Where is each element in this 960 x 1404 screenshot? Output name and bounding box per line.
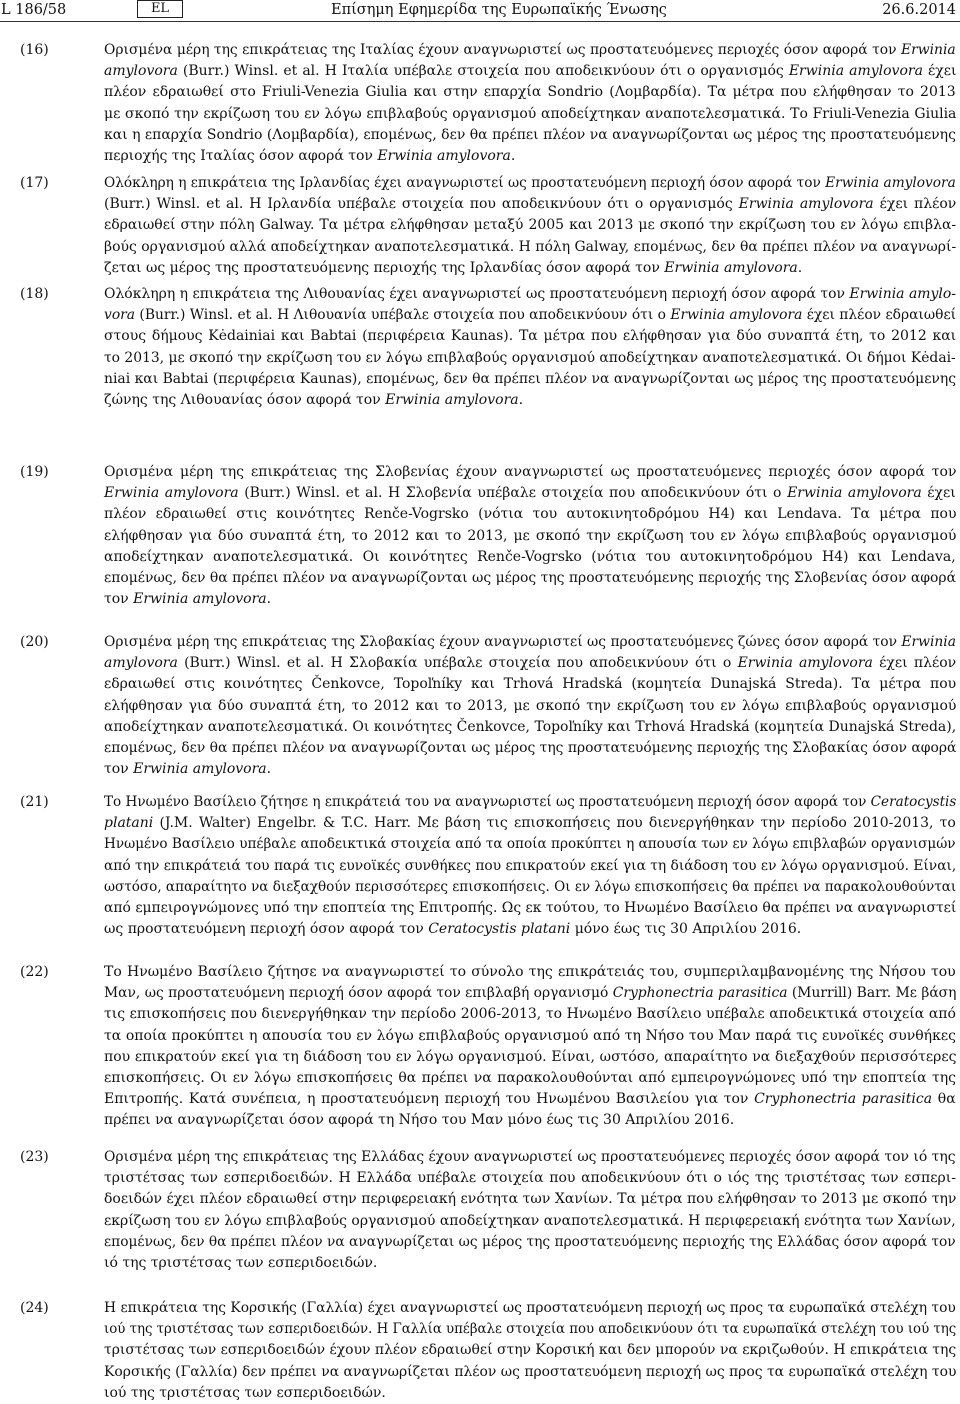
text-line xyxy=(104,568,956,589)
italic-text: amylovora xyxy=(104,655,178,672)
text-run: Επιτροπής. Κατά συνέπεια, η προστατευόμενη περιοχή του Ηνωμένου Βασιλείου για τον xyxy=(104,1091,755,1108)
text-line xyxy=(104,526,956,547)
recital-number: (23) xyxy=(20,1149,49,1165)
text-run: τον xyxy=(104,761,134,778)
text-line xyxy=(104,1298,956,1319)
text-run: και η επαρχία Sondrio (Λομβαρδία), επομένως, δεν θα πρέπει πλέον να αναγνωρίζονται ως μέρος της προστατευόμενης xyxy=(104,126,956,143)
recital-number: (16) xyxy=(20,42,49,58)
text-line xyxy=(104,962,956,983)
text-line xyxy=(104,369,956,390)
italic-text: Erwinia xyxy=(901,634,956,650)
text-run: έχει πλέον xyxy=(873,196,957,213)
text-line xyxy=(104,1168,956,1189)
text-run: ζεται ως μέρος της προστατευόμενης περιοχής της Ιρλανδίας όσον αφορά τον xyxy=(104,259,665,276)
text-line xyxy=(104,1026,956,1047)
text-line xyxy=(104,504,956,525)
text-run: (Murrill) Barr. Με βάση xyxy=(787,985,957,1002)
text-run: Ορισμένα μέρη της επικράτειας της Ιταλίας έχουν αναγνωριστεί ως προστατευόμενες περιοχές όσον αφορά τον xyxy=(104,42,901,58)
italic-text: Erwinia amylovora xyxy=(385,392,519,408)
text-line xyxy=(104,792,956,813)
italic-text: Cryphonectria parasitica xyxy=(754,1091,933,1108)
text-run: Ολόκληρη η επικράτεια της Λιθουανίας έχει αναγνωριστεί ως προστατευόμενη περιοχή όσον αφορά τον xyxy=(104,286,850,302)
text-line xyxy=(104,1362,956,1383)
italic-text: Erwinia amylo- xyxy=(849,286,957,302)
text-run: έχει xyxy=(922,63,957,80)
recital-number: (17) xyxy=(20,175,49,191)
recital-number: (19) xyxy=(20,464,49,480)
text-line xyxy=(104,983,956,1004)
text-line xyxy=(104,483,956,504)
text-run: επομένως, δεν θα πρέπει πλέον να αναγνωρίζεται ως μέρος της προστατευόμενης περιοχής της Ελλάδας όσον αφορά τον xyxy=(104,1233,956,1250)
text-run: (J.M. Walter) Engelbr. & T.C. Harr. Με βάση τις επισκοπήσεις που διενεργήθηκαν την περίοδο 2010-2013, το xyxy=(153,815,956,832)
journal-title: Επίσημη Εφημερίδα της Ευρωπαϊκής Ένωσης xyxy=(331,2,667,18)
text-run: αποδείχτηκαν αναποτελεσματικά. Οι κοινότητες Čenkovce, Topoľníky και Trhová Hradská (κομητεία Dunajská Streda), xyxy=(104,718,957,735)
text-run: εδραιωθεί στις κοινότητες Čenkovce, Topoľníky και Trhová Hradská (κομητεία Dunajská Streda). Τα μέτρα που xyxy=(104,676,957,693)
text-run: (Burr.) Winsl. et al. Η Σλοβακία υπέβαλε στοιχεία που αποδεικνύουν ότι ο xyxy=(177,655,738,672)
text-run: τριστέτσας των εσπεριδοειδών. Η Ελλάδα υπέβαλε στοιχεία που αποδεικνύουν ότι ο ιός της τριστέτσας των εσπερι- xyxy=(104,1170,956,1187)
text-run: ωστόσο, απαραίτητο να διεξαχθούν περισσότερες επισκοπήσεις. Οι εν λόγω επισκοπήσεις θα πρέπει να παρακολουθούνται xyxy=(104,878,957,895)
italic-text: Erwinia amylovora xyxy=(133,591,267,608)
text-line xyxy=(104,258,802,279)
italic-text: Erwinia amylovora xyxy=(825,175,956,191)
text-line xyxy=(104,1068,956,1089)
text-run: Ολόκληρη η επικράτεια της Ιρλανδίας έχει αναγνωριστεί ως προστατευόμενη περιοχή όσον αφορά τον xyxy=(104,175,826,191)
text-run: (Burr.) Winsl. et al. Η Σλοβενία υπέβαλε στοιχεία που αποδεικνύουν ότι ο xyxy=(238,485,788,502)
text-line xyxy=(104,1211,956,1232)
text-run: έχει xyxy=(921,485,956,502)
text-run: ως προστατευόμενη περιοχή όσον αφορά τον xyxy=(104,921,429,938)
text-run: μόνο έως τις 30 Απριλίου 2016. xyxy=(570,921,802,938)
text-line xyxy=(104,1147,956,1168)
italic-text: Erwinia amylovora xyxy=(377,148,511,164)
text-line xyxy=(104,462,956,483)
text-run: . xyxy=(266,761,272,778)
text-run: ζώνης της Λιθουανίας όσον αφορά τον xyxy=(104,392,386,408)
text-line xyxy=(104,1047,956,1068)
text-run: (Burr.) Winsl. et al. Η Ιρλανδία υπέβαλε στοιχεία που αποδεικνύουν ότι ο οργανισμός xyxy=(104,196,739,213)
text-run: περιοχής της Ιταλίας όσον αφορά τον xyxy=(104,148,378,164)
text-run: με σκοπό την εκρίζωση του εν λόγω επιβλαβούς οργανισμού αποδείχτηκαν αναποτελεσματικά. Το Friuli-Venezia Giulia xyxy=(104,105,957,122)
text-line xyxy=(104,40,956,61)
text-run: έχει πλέον εδραιωθεί xyxy=(802,307,957,324)
text-line xyxy=(104,856,956,877)
recital-number: (24) xyxy=(20,1300,49,1316)
page-number: L 186/58 xyxy=(1,2,67,18)
text-line xyxy=(104,547,956,568)
text-run: πρέπει να αναγνωρίζεται όσον αφορά τη Νήσο του Μαν μόνο έως τις 30 Απριλίου 2016. xyxy=(104,1112,735,1129)
text-run: τον xyxy=(104,591,134,608)
text-run: το 2013, με σκοπό την εκρίζωση του εν λόγω επιβλαβούς οργανισμού αποδείχτηκαν αναποτελεσματικά. Οι δήμοι Kėdai- xyxy=(104,349,956,366)
recital-number: (22) xyxy=(20,964,49,980)
text-run: Το Ηνωμένο Βασίλειο ζήτησε η επικράτειά του να αναγνωριστεί ως προστατευόμενη περιοχή όσον αφορά τον xyxy=(104,794,871,810)
text-run: Το Ηνωμένο Βασίλειο ζήτησε να αναγνωριστεί το σύνολο της επικράτειάς του, συμπεριλαμβανομένης της Νήσου του xyxy=(104,964,956,980)
text-run: ελήφθησαν για δύο συναπτά έτη, το 2012 και το 2013, με σκοπό την εκρίζωση του εν λόγω επιβλαβούς οργανισμού xyxy=(104,527,957,544)
text-run: (Burr.) Winsl. et al. Η Ιταλία υπέβαλε στοιχεία που αποδεικνύουν ότι ο οργανισμός xyxy=(177,63,789,80)
text-run: ιού της τριστέτσας των εσπεριδοειδών. xyxy=(104,1384,386,1401)
text-run: αποδείχτηκαν αναποτελεσματικά. Οι κοινότητες Renče-Vogrsko (νότια του αυτοκινητοδρόμου H4) και Lendava, xyxy=(104,548,956,565)
text-run: βούς οργανισμού αλλά αποδείχτηκαν αναποτελεσματικά. Η πόλη Galway, επομένως, δεν θα πρέπει πλέον να αναγνωρί- xyxy=(104,238,957,255)
text-run: Ηνωμένο Βασίλειο υπέβαλε αποδεικτικά στοιχεία από τα οποία προκύπτει η απουσία των εν λόγω επιβλαβών οργανισμών xyxy=(104,836,956,853)
text-run: από εμπειρογνώμονες υπό την εποπτεία της Επιτροπής. Ως εκ τούτου, το Ηνωμένο Βασίλειο θα πρέπει να αναγνωριστεί xyxy=(104,900,957,916)
text-line xyxy=(104,919,801,940)
text-run: . xyxy=(797,259,803,276)
publication-date: 26.6.2014 xyxy=(882,2,956,18)
text-run: στους δήμους Kėdainiai και Babtai (περιφέρεια Kaunas). Τα μέτρα που ελήφθησαν για δύο συναπτά έτη, το 2012 και xyxy=(104,328,957,345)
text-run: επομένως, δεν θα πρέπει πλέον να αναγνωρίζονται ως μέρος της προστατευόμενης περιοχής της Σλοβενίας όσον αφορά xyxy=(104,570,956,586)
italic-text: Erwinia amylovora xyxy=(133,761,267,778)
italic-text: Erwinia xyxy=(900,42,956,58)
italic-text: Erwinia amylovora xyxy=(104,485,239,502)
text-line xyxy=(104,1189,956,1210)
text-run: δοειδών έχει πλέον εδραιωθεί στην περιφερειακή ενότητα των Χανίων. Τα μέτρα που ελήφθησαν το 2013 με σκοπό την xyxy=(104,1191,957,1208)
text-line xyxy=(104,146,515,167)
text-run: (Burr.) Winsl. et al. Η Λιθουανία υπέβαλε στοιχεία που αποδεικνύουν ότι ο xyxy=(135,307,671,324)
text-line xyxy=(104,738,956,759)
text-run: επισκοπήσεις. Οι εν λόγω επισκοπήσεις θα πρέπει να παρακολουθούνται από εμπειρογνώμονες υπό την εποπτεία της xyxy=(104,1070,957,1086)
text-line xyxy=(104,1319,956,1340)
header-rule xyxy=(0,21,960,22)
text-run: Ορισμένα μέρη της επικράτειας της Σλοβακίας έχουν αναγνωριστεί ως προστατευόμενες ζώνες όσον αφορά τον xyxy=(104,634,902,650)
text-run: τριστέτσας των εσπεριδοειδών έχουν πλέον εδραιωθεί στην Κορσική και δεν μπορούν να εκριζωθούν. Η επικράτεια της xyxy=(104,1342,957,1359)
italic-text: Erwinia amylovora xyxy=(670,307,803,324)
text-run: ελήφθησαν για δύο συναπτά έτη, το 2012 και το 2013, με σκοπό την εκρίζωση του εν λόγω επιβλαβούς οργανισμού xyxy=(104,697,957,714)
text-line xyxy=(104,215,956,236)
italic-text: amylovora xyxy=(104,63,178,80)
text-line xyxy=(104,173,956,194)
text-line xyxy=(104,61,957,82)
text-line xyxy=(104,1110,734,1131)
text-run: τις επισκοπήσεις που διενεργήθηκαν την περίοδο 2006-2013, το Ηνωμένο Βασίλειο υπέβαλε αποδεικτικά στοιχεία από xyxy=(104,1006,956,1023)
recital-number: (20) xyxy=(20,634,49,650)
text-line xyxy=(104,877,956,898)
text-run: εκρίζωση του εν λόγω επιβλαβούς οργανισμού αποδείχτηκαν αναποτελεσματικά. Η περιφερειακή ενότητα των Χανίων, xyxy=(104,1212,956,1229)
text-line xyxy=(104,1340,956,1361)
text-line xyxy=(104,237,956,258)
text-line xyxy=(104,653,956,674)
italic-text: Cryphonectria parasitica xyxy=(612,985,788,1002)
text-line xyxy=(104,104,956,125)
text-line xyxy=(104,82,956,103)
italic-text: Erwinia amylovora xyxy=(664,259,798,276)
recital-number: (18) xyxy=(20,286,49,302)
recital-number: (21) xyxy=(20,794,49,810)
language-code: EL xyxy=(137,0,183,18)
text-run: πλέον εδραιωθεί στις κοινότητες Renče-Vogrsko (νότια του αυτοκινητοδρόμου H4) και Lendava. Τα μέτρα που xyxy=(104,506,957,523)
text-line xyxy=(104,696,956,717)
text-line xyxy=(104,348,956,369)
text-run: έχει πλέον xyxy=(872,655,957,672)
text-line xyxy=(104,834,956,855)
text-line xyxy=(104,305,956,326)
text-line xyxy=(104,326,956,347)
text-run: . xyxy=(266,591,272,608)
text-run: από την επικράτειά του παρά τις ευνοϊκές συνθήκες που επικρατούν εκεί για τη διάδοση του εν λόγω οργανισμού. Είναι, xyxy=(104,857,957,874)
text-run: . xyxy=(510,148,516,164)
text-run: θα xyxy=(932,1091,956,1108)
text-line xyxy=(104,898,956,919)
italic-text: Erwinia amylovora xyxy=(787,485,922,502)
text-run: niai και Babtai (περιφέρεια Kaunas), επομένως, δεν θα πρέπει πλέον να αναγνωρίζονται ως μέρος της προστατευόμενης xyxy=(104,370,957,387)
page-header xyxy=(0,0,960,22)
text-line xyxy=(104,717,956,738)
text-run: Ορισμένα μέρη της επικράτειας της Σλοβενίας έχουν αναγνωριστεί ως προστατευόμενες περιοχές όσον αφορά τον xyxy=(104,464,957,480)
text-run: εδραιωθεί στην πόλη Galway. Τα μέτρα ελήφθησαν μεταξύ 2005 και 2013 με σκοπό την εκρίζωση του εν λόγω επιβλα- xyxy=(104,217,957,234)
text-run: ιού της τριστέτσας των εσπεριδοειδών. Η Γαλλία υπέβαλε στοιχεία που αποδεικνύουν ότι τα ευρωπαϊκά στελέχη του ιού της xyxy=(104,1321,957,1338)
text-line xyxy=(104,194,956,215)
italic-text: platani xyxy=(104,815,154,832)
text-line xyxy=(104,390,523,411)
text-line xyxy=(104,125,956,146)
text-line xyxy=(104,759,271,780)
italic-text: Ceratocystis platani xyxy=(428,921,571,938)
text-line xyxy=(104,813,956,834)
italic-text: Ceratocystis xyxy=(870,794,957,810)
text-line xyxy=(104,589,271,610)
text-line xyxy=(104,1232,956,1253)
text-run: ιό της τριστέτσας των εσπεριδοειδών. xyxy=(104,1255,378,1271)
italic-text: vora xyxy=(104,307,136,324)
text-line xyxy=(104,1089,956,1110)
text-run: επομένως, δεν θα πρέπει πλέον να αναγνωρίζονται ως μέρος της προστατευόμενης περιοχής της Σλοβακίας όσον αφορά xyxy=(104,740,957,756)
italic-text: Erwinia amylovora xyxy=(738,196,874,213)
text-run: τα οποία προκύπτει η απουσία του εν λόγω επιβλαβούς οργανισμού από τη Νήσο του Μαν παρά τις ευνοϊκές συνθήκες xyxy=(104,1027,956,1044)
text-run: Κορσικής (Γαλλία) δεν πρέπει να αναγνωρίζεται πλέον ως προστατευόμενη περιοχή ως προς τα ευρωπαϊκά στελέχη του xyxy=(104,1363,957,1380)
italic-text: Erwinia amylovora xyxy=(737,655,873,672)
text-line xyxy=(104,284,956,305)
text-run: Η επικράτεια της Κορσικής (Γαλλία) έχει αναγνωριστεί ως προστατευόμενη περιοχή ως προς τα ευρωπαϊκά στελέχη του xyxy=(104,1300,956,1316)
text-run: . xyxy=(518,392,524,408)
text-line xyxy=(104,674,956,695)
italic-text: Erwinia amylovora xyxy=(788,63,923,80)
text-run: Ορισμένα μέρη της επικράτειας της Ελλάδας έχουν αναγνωριστεί ως προστατευόμενες περιοχές όσον αφορά τον ιό της xyxy=(104,1149,956,1165)
text-run: πλέον εδραιωθεί στο Friuli-Venezia Giulia και στην επαρχία Sondrio (Λομβαρδία). Τα μέτρα που ελήφθησαν το 2013 xyxy=(104,84,956,101)
text-run: Μαν, ως προστατευόμενη περιοχή όσον αφορά τον επιβλαβή οργανισμό xyxy=(104,985,613,1002)
text-line xyxy=(104,632,956,653)
text-line xyxy=(104,1383,386,1404)
text-run: που επικρατούν εκεί για τη διάδοση του εν λόγω οργανισμού. Είναι, ωστόσο, απαραίτητο να διεξαχθούν περισσότερες xyxy=(104,1048,957,1065)
text-line xyxy=(104,1253,377,1274)
text-line xyxy=(104,1004,956,1025)
